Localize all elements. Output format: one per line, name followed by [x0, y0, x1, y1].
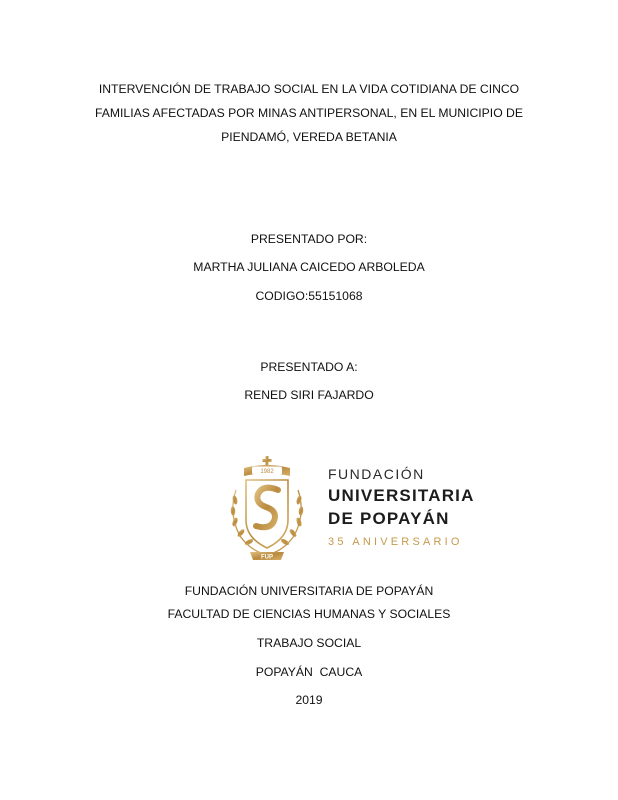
author-code: CODIGO:55151068 [255, 289, 363, 303]
university-crest-icon [218, 456, 318, 566]
svg-text:FUP: FUP [261, 554, 273, 561]
presented-by-label: PRESENTADO POR: [250, 232, 368, 246]
logo-foundation-word: FUNDACIÓN [328, 466, 425, 482]
footer-faculty: FACULTAD DE CIENCIAS HUMANAS Y SOCIALES [167, 607, 451, 621]
university-logo [218, 456, 475, 566]
title-line-3: PIENDAMÓ, VEREDA BETANIA [221, 130, 397, 144]
footer-city: POPAYÁN CAUCA [255, 665, 363, 679]
logo-anniversary: 35 ANIVERSARIO [328, 536, 463, 548]
advisor-name: RENED SIRI FAJARDO [244, 388, 374, 402]
footer-program: TRABAJO SOCIAL [256, 636, 362, 650]
title-line-2: FAMILIAS AFECTADAS POR MINAS ANTIPERSONAL, EN EL MUNICIPIO DE [94, 106, 523, 120]
svg-text:1982: 1982 [260, 469, 274, 475]
presented-to-label: PRESENTADO A: [260, 360, 358, 374]
logo-university-word: UNIVERSITARIA [328, 486, 475, 505]
title-line-1: INTERVENCIÓN DE TRABAJO SOCIAL EN LA VIDA COTIDIANA DE CINCO [98, 82, 520, 96]
author-name: MARTHA JULIANA CAICEDO ARBOLEDA [193, 260, 425, 274]
logo-city-word: DE POPAYÁN [328, 509, 450, 528]
footer-institution: FUNDACIÓN UNIVERSITARIA DE POPAYÁN [184, 584, 434, 598]
footer-year: 2019 [295, 693, 323, 707]
